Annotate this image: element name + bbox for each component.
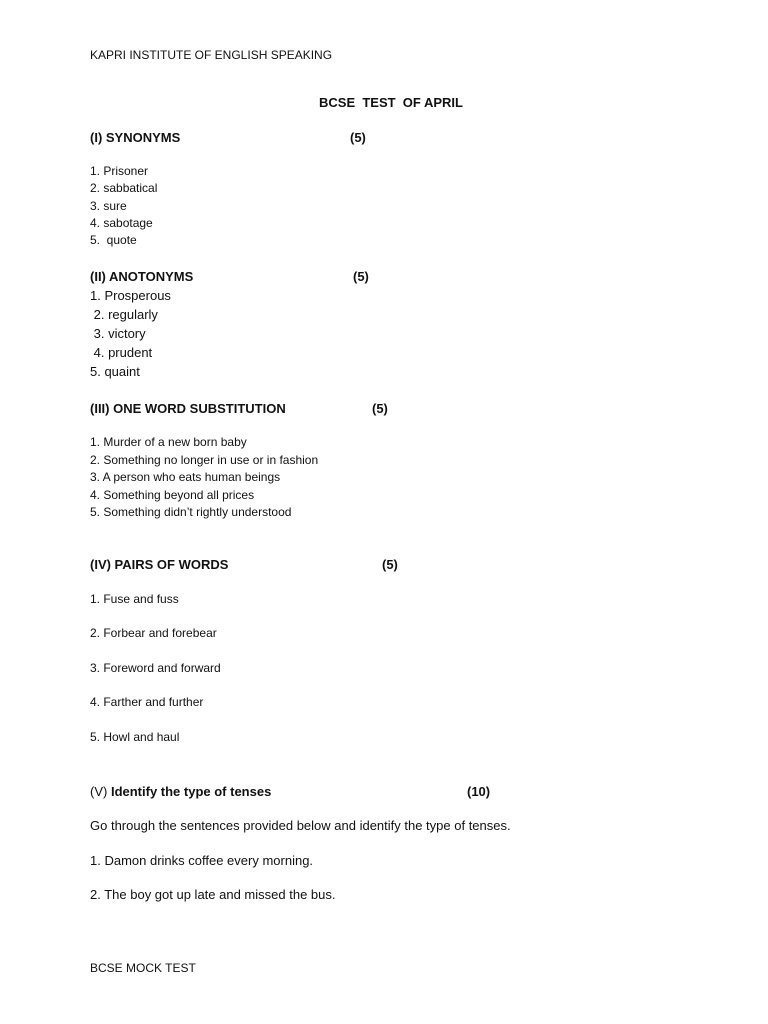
list-item: 5. Something didn’t rightly understood [90, 505, 292, 519]
list-item: 2. Forbear and forebear [90, 626, 217, 640]
institute-header: KAPRI INSTITUTE OF ENGLISH SPEAKING [90, 48, 333, 62]
section-marks-antonyms: (5) [353, 269, 369, 284]
list-item: 5. quaint [90, 364, 140, 379]
list-item: 3. Foreword and forward [90, 661, 221, 675]
section-marks-tenses: (10) [467, 784, 491, 799]
list-item: 3. victory [90, 326, 146, 341]
list-item: 2. The boy got up late and missed the bus. [90, 887, 336, 902]
list-item: 4. Something beyond all prices [90, 488, 255, 502]
list-item: 4. prudent [90, 345, 153, 360]
list-item: 1. Prosperous [90, 288, 171, 303]
section-heading-pairs: (IV) PAIRS OF WORDS [90, 557, 229, 572]
list-item: 3. A person who eats human beings [90, 470, 281, 484]
list-item: 2. sabbatical [90, 181, 158, 195]
section-prefix-tenses: (V) [90, 784, 111, 799]
list-item: 1. Fuse and fuss [90, 592, 179, 606]
section-marks-one-word: (5) [372, 401, 388, 416]
list-item: 4. sabotage [90, 216, 153, 230]
section-title-tenses: Identify the type of tenses [110, 784, 272, 799]
list-item: 4. Farther and further [90, 695, 204, 709]
list-item: 1. Murder of a new born baby [90, 435, 247, 449]
page-title: BCSE TEST OF APRIL [319, 95, 463, 110]
section-instruction: Go through the sentences provided below and identify the type of tenses. [90, 818, 511, 833]
section-heading-tenses [90, 784, 271, 799]
list-item: 1. Damon drinks coffee every morning. [90, 853, 314, 868]
section-marks-pairs: (5) [382, 557, 398, 572]
section-heading-antonyms: (II) ANOTONYMS [90, 269, 194, 284]
list-item: 1. Prisoner [90, 164, 149, 178]
section-heading-synonyms: (I) SYNONYMS [90, 130, 181, 145]
section-heading-one-word: (III) ONE WORD SUBSTITUTION [90, 401, 286, 416]
section-marks-synonyms: (5) [350, 130, 366, 145]
list-item: 5. quote [90, 233, 137, 247]
list-item: 2. regularly [90, 307, 158, 322]
page-footer: BCSE MOCK TEST [90, 961, 196, 975]
list-item: 2. Something no longer in use or in fashion [90, 453, 319, 467]
list-item: 5. Howl and haul [90, 730, 180, 744]
list-item: 3. sure [90, 199, 127, 213]
